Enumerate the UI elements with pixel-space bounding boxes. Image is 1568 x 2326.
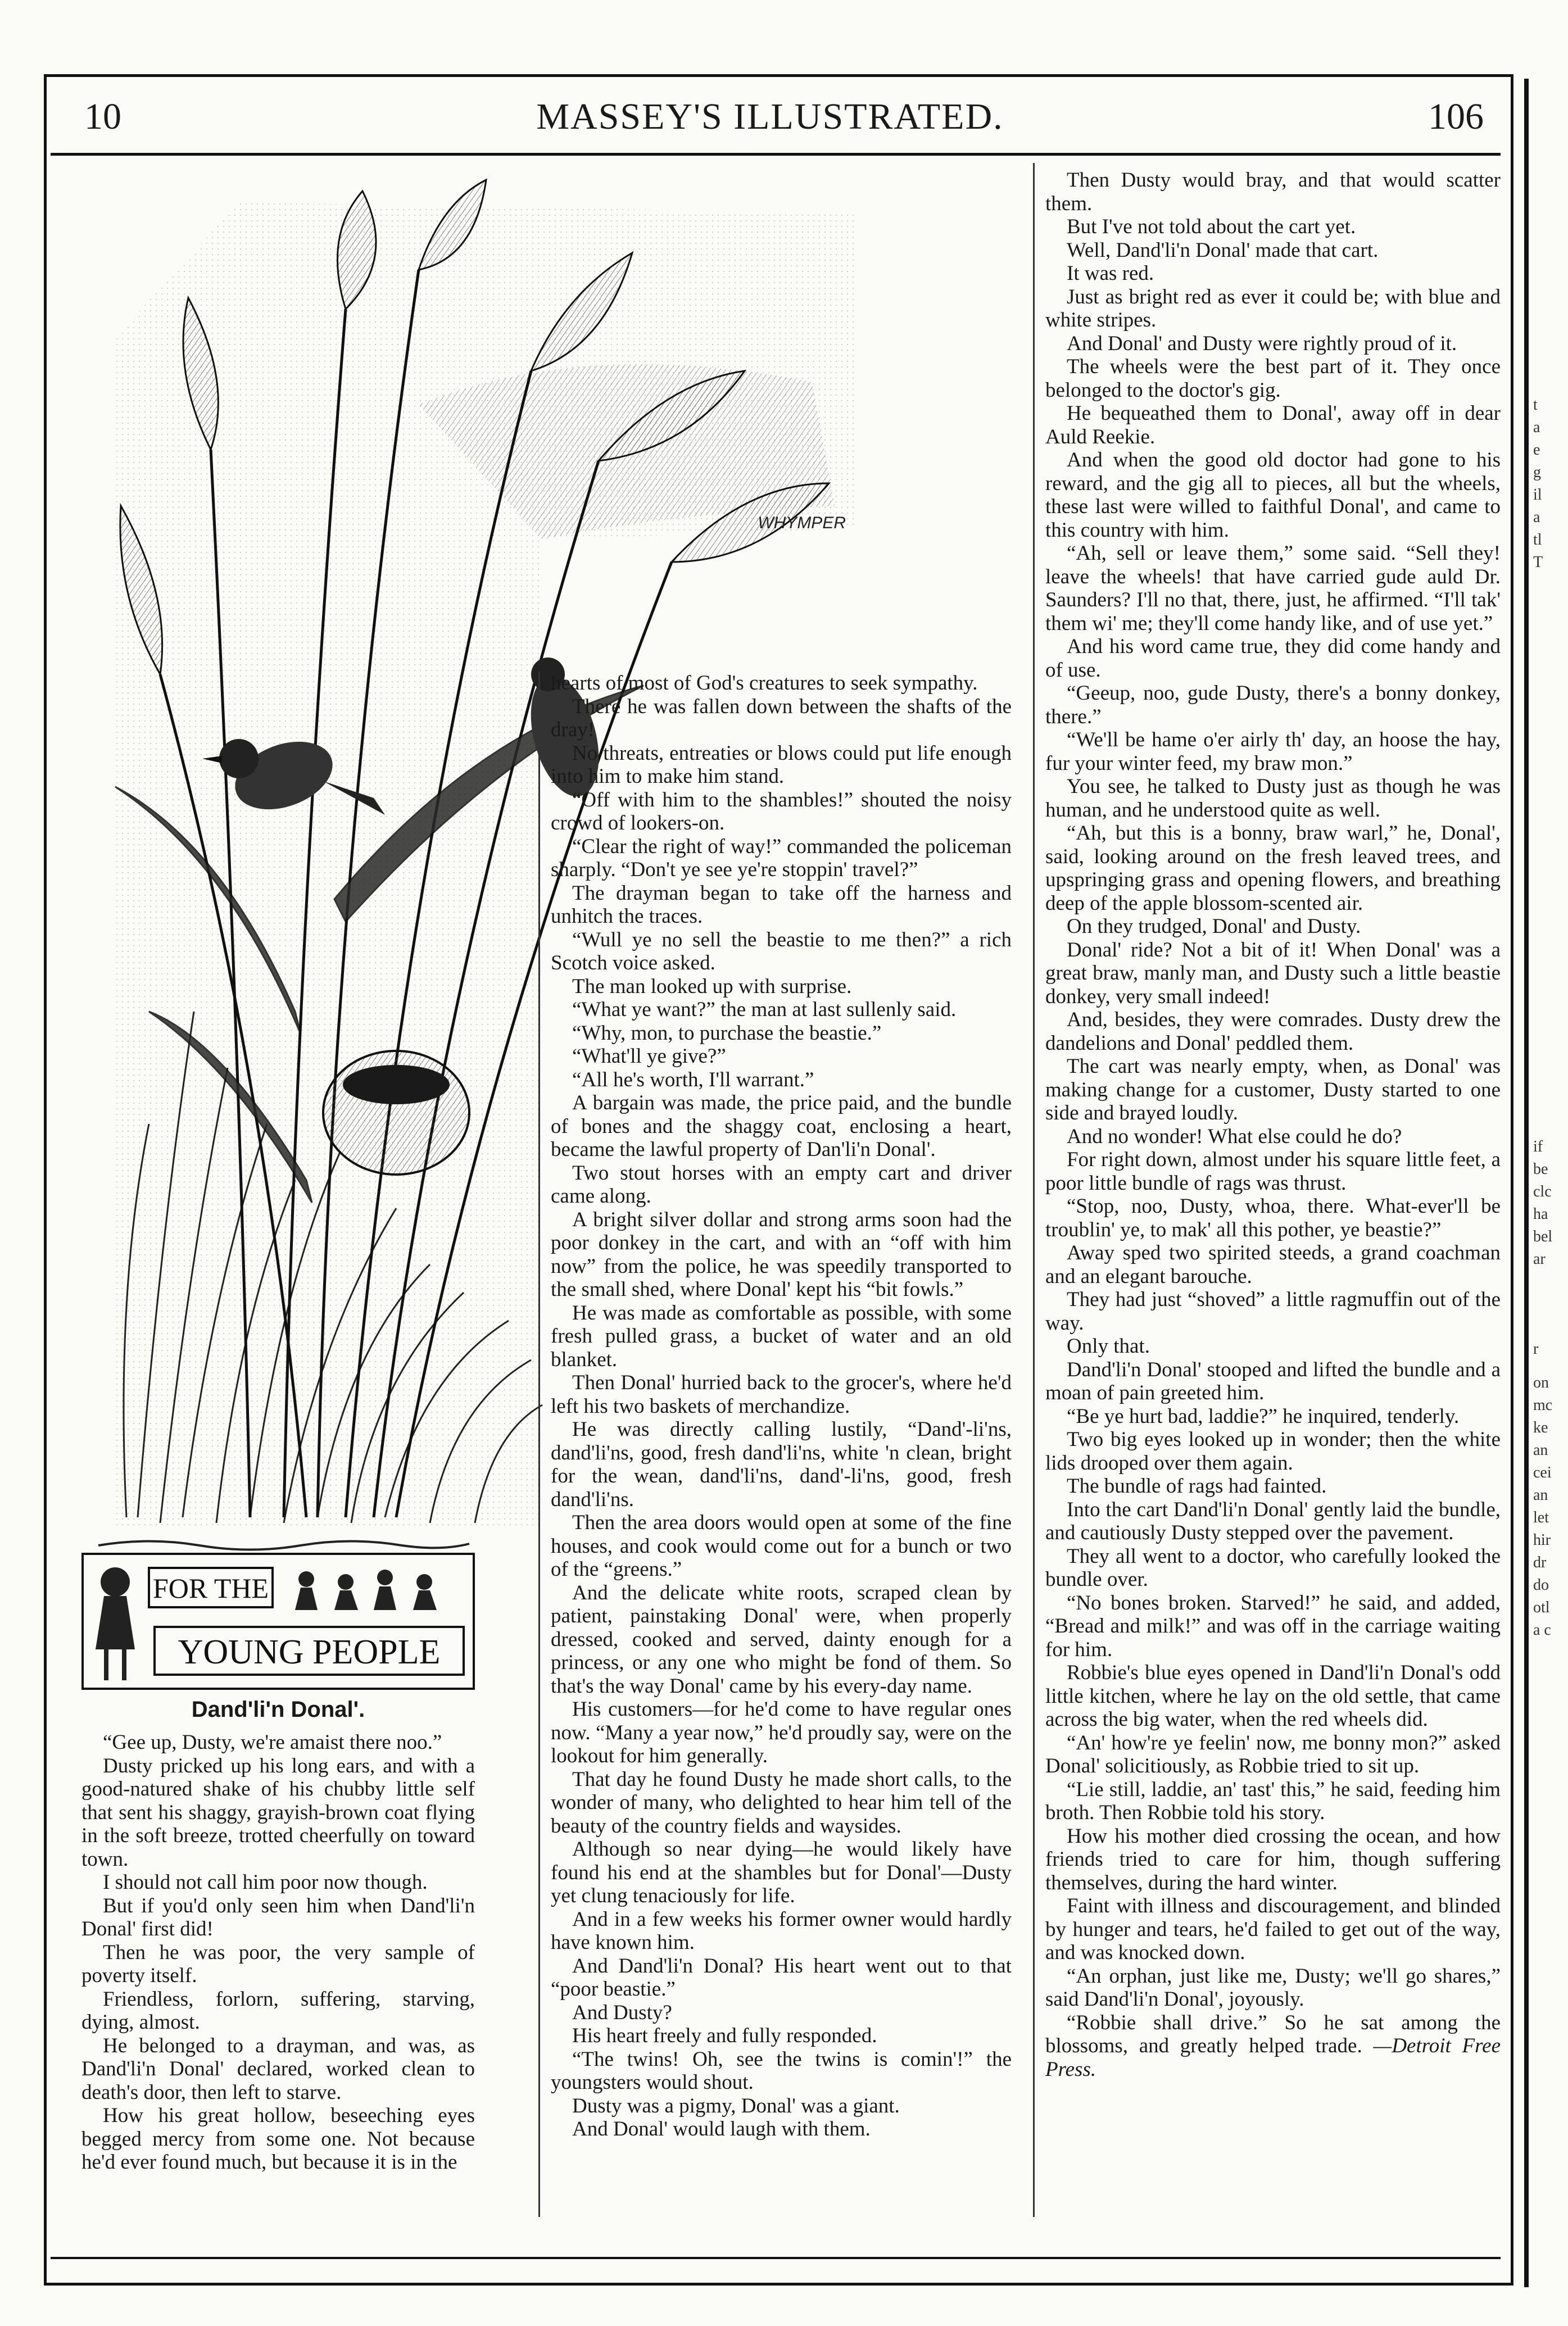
paragraph: Only that. <box>1067 1335 1150 1358</box>
paragraph: Although so near dying—he would likely have found his end at the shambles but for Donal'—Dusty yet clung tenaciously for life. <box>551 1838 1012 1907</box>
artist-signature: WHYMPER <box>758 514 846 532</box>
paragraph: Donal' ride? Not a bit of it! When Donal' was a great braw, manly man, and Dusty such a little beastie donkey, very small indeed! <box>1045 938 1501 1008</box>
nest-figure <box>323 1051 469 1175</box>
gutter-fragment: a <box>1533 509 1540 526</box>
paragraph: “Lie still, laddie, an' tast' this,” he said, feeding him broth. Then Robbie told his story. <box>1045 1778 1501 1824</box>
paragraph: “Stop, noo, Dusty, whoa, there. What-ever'll be troublin' ye, to mak' all this pother, ye beastie?” <box>1045 1195 1501 1241</box>
paragraph: But if you'd only seen him when Dand'li'n Donal' first did! <box>81 1894 475 1940</box>
paragraph: “Be ye hurt bad, laddie?” he inquired, tenderly. <box>1067 1404 1460 1428</box>
paragraph: The cart was nearly empty, when, as Donal' was making change for a customer, Dusty started to one side and brayed loudly. <box>1045 1055 1501 1125</box>
gutter-fragment: ha <box>1533 1205 1548 1223</box>
paragraph: Away sped two spirited steeds, a grand coachman and an elegant barouche. <box>1045 1241 1501 1288</box>
gutter-fragment: clc <box>1533 1183 1552 1200</box>
banner-line2: YOUNG PEOPLE <box>178 1633 441 1671</box>
gutter-fragment: hir <box>1533 1531 1551 1549</box>
paragraph: “What ye want?” the man at last sullenly said. <box>572 998 957 1021</box>
paragraph: He bequeathed them to Donal', away off in dear Auld Reekie. <box>1045 402 1501 448</box>
paragraph: And the delicate white roots, scraped clean by patient, painstaking Donal' were, when properly dressed, cooked and served, dainty enough for a princess, or any one who might be fond of them. So that's the way Donal' came by his every-day name. <box>551 1581 1012 1698</box>
gutter-fragment: ke <box>1533 1419 1548 1436</box>
paragraph: “Robbie shall drive.” So he sat among the blossoms, and greatly helped trade. —Detroit Free Press. <box>1045 2011 1501 2081</box>
paragraph: And Donal' would laugh with them. <box>572 2118 871 2141</box>
paragraph: “All he's worth, I'll warrant.” <box>572 1068 814 1091</box>
gutter-fragment: be <box>1533 1160 1548 1178</box>
page-number-left: 10 <box>84 96 121 137</box>
column-divider-1 <box>538 672 540 2217</box>
paragraph: “An' how're ye feelin' now, me bonny mon?” asked Donal' solicitiously, as Robbie tried to sit up. <box>1045 1731 1501 1778</box>
paragraph: Two stout horses with an empty cart and driver came along. <box>551 1161 1012 1208</box>
paragraph: Then Dusty would bray, and that would scatter them. <box>1045 169 1501 215</box>
paragraph: “Clear the right of way!” commanded the policeman sharply. “Don't ye see ye're stoppin' travel?” <box>551 835 1012 881</box>
paragraph: Just as bright red as ever it could be; with blue and white stripes. <box>1045 285 1501 332</box>
paragraph: Robbie's blue eyes opened in Dand'li'n Donal's odd little kitchen, where he lay on the old settle, that came across the big water, when the red wheels did. <box>1045 1661 1501 1731</box>
paragraph: He was directly calling lustily, “Dand'-li'ns, dand'li'ns, good, fresh dand'li'ns, white 'n clean, bright for the wean, dand'li'ns, dand'-li'ns, good, fresh dand'li'ns. <box>551 1418 1012 1511</box>
paragraph: There he was fallen down between the shafts of the dray! <box>551 695 1012 741</box>
paragraph: For right down, almost under his square little feet, a poor little bundle of rags was thrust. <box>1045 1148 1501 1195</box>
paragraph: But I've not told about the cart yet. <box>1067 215 1356 238</box>
paragraph: And Dusty? <box>572 2001 672 2024</box>
paragraph: A bargain was made, the price paid, and the bundle of bones and the shaggy coat, enclosing a heart, became the lawful property of Dan'li'n Donal'. <box>551 1091 1012 1161</box>
paragraph: Faint with illness and discouragement, and blinded by hunger and tears, he'd failed to get out of the way, and was knocked down. <box>1045 1894 1501 1964</box>
header-rule <box>51 153 1501 156</box>
story-title: Dand'li'n Donal'. <box>191 1697 365 1722</box>
paragraph: And Dand'li'n Donal? His heart went out to that “poor beastie.” <box>551 1954 1012 2001</box>
paragraph: His customers—for he'd come to have regular ones now. “Many a year now,” he'd proudly say, were on the lookout for him generally. <box>551 1698 1012 1767</box>
text-column-3 <box>1045 169 1501 2081</box>
gutter-fragment: if <box>1533 1138 1543 1155</box>
paragraph: hearts of most of God's creatures to seek sympathy. <box>551 672 978 695</box>
footer-rule <box>51 2257 1501 2259</box>
paragraph: Into the cart Dand'li'n Donal' gently laid the bundle, and cautiously Dusty stepped over the pavement. <box>1045 1498 1501 1544</box>
paragraph: No threats, entreaties or blows could put life enough into him to make him stand. <box>551 741 1012 788</box>
gutter-fragment: a <box>1533 419 1540 436</box>
paragraph: The bundle of rags had fainted. <box>1067 1475 1327 1498</box>
paragraph: You see, he talked to Dusty just as though he was human, and he understood quite as well. <box>1045 775 1501 822</box>
paragraph: His heart freely and fully responded. <box>572 2024 877 2047</box>
paragraph: “Gee up, Dusty, we're amaist there noo.” <box>103 1731 442 1754</box>
paragraph: Then he was poor, the very sample of poverty itself. <box>81 1940 475 1987</box>
paragraph: They all went to a doctor, who carefully looked the bundle over. <box>1045 1544 1501 1591</box>
paragraph: Two big eyes looked up in wonder; then the white lids drooped over them again. <box>1045 1428 1501 1475</box>
adjacent-page-fragments <box>1517 79 1568 2287</box>
column-divider-2 <box>1033 163 1035 2217</box>
gutter-fragment: tl <box>1533 531 1542 548</box>
gutter-fragment: t <box>1533 396 1538 414</box>
paragraph: The drayman began to take off the harness and unhitch the traces. <box>551 881 1012 928</box>
gutter-fragment: on <box>1533 1374 1549 1391</box>
paragraph: That day he found Dusty he made short calls, to the wonder of many, who delighted to hear him tell of the beauty of the country fields and waysides. <box>551 1767 1012 1838</box>
gutter-fragment: cei <box>1533 1464 1552 1481</box>
gutter-fragment: ar <box>1533 1250 1546 1268</box>
paragraph: They had just “shoved” a little ragmuffin out of the way. <box>1045 1288 1501 1335</box>
banner-line1: FOR THE <box>152 1572 269 1604</box>
paragraph: And when the good old doctor had gone to his reward, and the gig all to pieces, all but the wheels, these last were willed to faithful Donal', and came to this country with him. <box>1045 448 1501 542</box>
paragraph: It was red. <box>1067 262 1154 285</box>
paragraph: And his word came true, they did come handy and of use. <box>1045 635 1501 682</box>
paragraph: “Off with him to the shambles!” shouted the noisy crowd of lookers-on. <box>551 788 1012 835</box>
gutter-fragment: an <box>1533 1441 1548 1459</box>
gutter-fragment: dr <box>1533 1554 1547 1571</box>
paragraph: Dand'li'n Donal' stooped and lifted the bundle and a moan of pain greeted him. <box>1045 1358 1501 1404</box>
gutter-fragment: do <box>1533 1576 1549 1594</box>
page-number-right: 106 <box>1428 96 1484 137</box>
gutter-fragment: a c <box>1533 1621 1551 1639</box>
paragraph: Dusty was a pigmy, Donal' was a giant. <box>572 2094 900 2118</box>
paragraph: Then the area doors would open at some of the fine houses, and cook would come out for a bunch or two of the “greens.” <box>551 1511 1012 1581</box>
paragraph: On they trudged, Donal' and Dusty. <box>1067 915 1361 938</box>
paragraph: How his great hollow, beseeching eyes begged mercy from some one. Not because he'd ever found much, but because it is in the <box>81 2104 475 2174</box>
gutter-fragment: il <box>1533 486 1542 504</box>
paragraph: The wheels were the best part of it. They once belonged to the doctor's gig. <box>1045 355 1501 402</box>
paragraph: Then Donal' hurried back to the grocer's, where he'd left his two baskets of merchandize. <box>551 1371 1012 1418</box>
young-people-banner <box>81 1537 475 1692</box>
paragraph: And no wonder! What else could he do? <box>1067 1125 1402 1148</box>
gutter-fragment: T <box>1533 554 1543 571</box>
gutter-fragment: g <box>1533 464 1541 481</box>
paragraph: A bright silver dollar and strong arms soon had the poor donkey in the cart, and with an “off with him now” from the police, he was speedily transported to the small shed, where Donal' kept his “bit fowls.” <box>551 1208 1012 1301</box>
paragraph: “An orphan, just like me, Dusty; we'll go shares,” said Dand'li'n Donal', joyously. <box>1045 1964 1501 2011</box>
paragraph: How his mother died crossing the ocean, and how friends tried to care for him, though suffering themselves, during the hard winter. <box>1045 1824 1501 1894</box>
gutter-fragment: mc <box>1533 1396 1553 1414</box>
paragraph: He belonged to a drayman, and was, as Dand'li'n Donal' declared, worked clean to death's door, then left to starve. <box>81 2034 475 2104</box>
paragraph: “The twins! Oh, see the twins is comin'!” the youngsters would shout. <box>551 2047 1012 2094</box>
gutter-fragment: e <box>1533 441 1540 459</box>
paragraph: “Wull ye no sell the beastie to me then?” a rich Scotch voice asked. <box>551 928 1012 974</box>
paragraph: The man looked up with surprise. <box>572 974 852 998</box>
paragraph: “We'll be hame o'er airly th' day, an hoose the hay, fur your winter feed, my braw mon.” <box>1045 728 1501 775</box>
paragraph: I should not call him poor now though. <box>103 1871 428 1894</box>
paragraph: “Why, mon, to purchase the beastie.” <box>572 1021 882 1045</box>
gutter-fragment: bel <box>1533 1228 1553 1245</box>
paragraph: And Donal' and Dusty were rightly proud of it. <box>1067 332 1457 355</box>
gutter-fragment: r <box>1533 1340 1539 1358</box>
paragraph: Dusty pricked up his long ears, and with a good-natured shake of his chubby little self that sent his shaggy, grayish-brown coat flying in the soft breeze, trotted cheerfully on toward town. <box>81 1754 475 1871</box>
paragraph: “Geeup, noo, gude Dusty, there's a bonny donkey, there.” <box>1045 682 1501 728</box>
publication-title: MASSEY'S ILLUSTRATED. <box>536 96 1004 137</box>
paragraph: “No bones broken. Starved!” he said, and added, “Bread and milk!” and was off in the carriage waiting for him. <box>1045 1591 1501 1661</box>
text-column-1 <box>81 1731 475 2174</box>
gutter-fragment: otl <box>1533 1599 1550 1616</box>
paragraph: “Ah, sell or leave them,” some said. “Sell they! leave the wheels! that have carried gude auld Dr. Saunders? I'll no that, there, just, he affirmed. “I'll tak' them wi' me; they'll come handy like, and of use yet.” <box>1045 542 1501 635</box>
text-column-2 <box>551 672 1012 2141</box>
page-header <box>51 96 1489 146</box>
paragraph: And in a few weeks his former owner would hardly have known him. <box>551 1907 1012 1954</box>
paragraph: “What'll ye give?” <box>572 1045 726 1068</box>
gutter-fragment: an <box>1533 1486 1548 1504</box>
gutter-fragment: let <box>1533 1509 1549 1526</box>
paragraph: He was made as comfortable as possible, with some fresh pulled grass, a bucket of water and an old blanket. <box>551 1301 1012 1371</box>
paragraph: Well, Dand'li'n Donal' made that cart. <box>1067 238 1379 262</box>
source-credit: —Detroit Free Press. <box>1045 2034 1501 2081</box>
paragraph: And, besides, they were comrades. Dusty drew the dandelions and Donal' peddled them. <box>1045 1008 1501 1055</box>
paragraph: Friendless, forlorn, suffering, starving, dying, almost. <box>81 1987 475 2034</box>
paragraph: “Ah, but this is a bonny, braw warl,” he, Donal', said, looking around on the fresh leaved trees, and upspringing grass and opening flowers, and breathing deep of the apple blossom-scented air. <box>1045 822 1501 915</box>
